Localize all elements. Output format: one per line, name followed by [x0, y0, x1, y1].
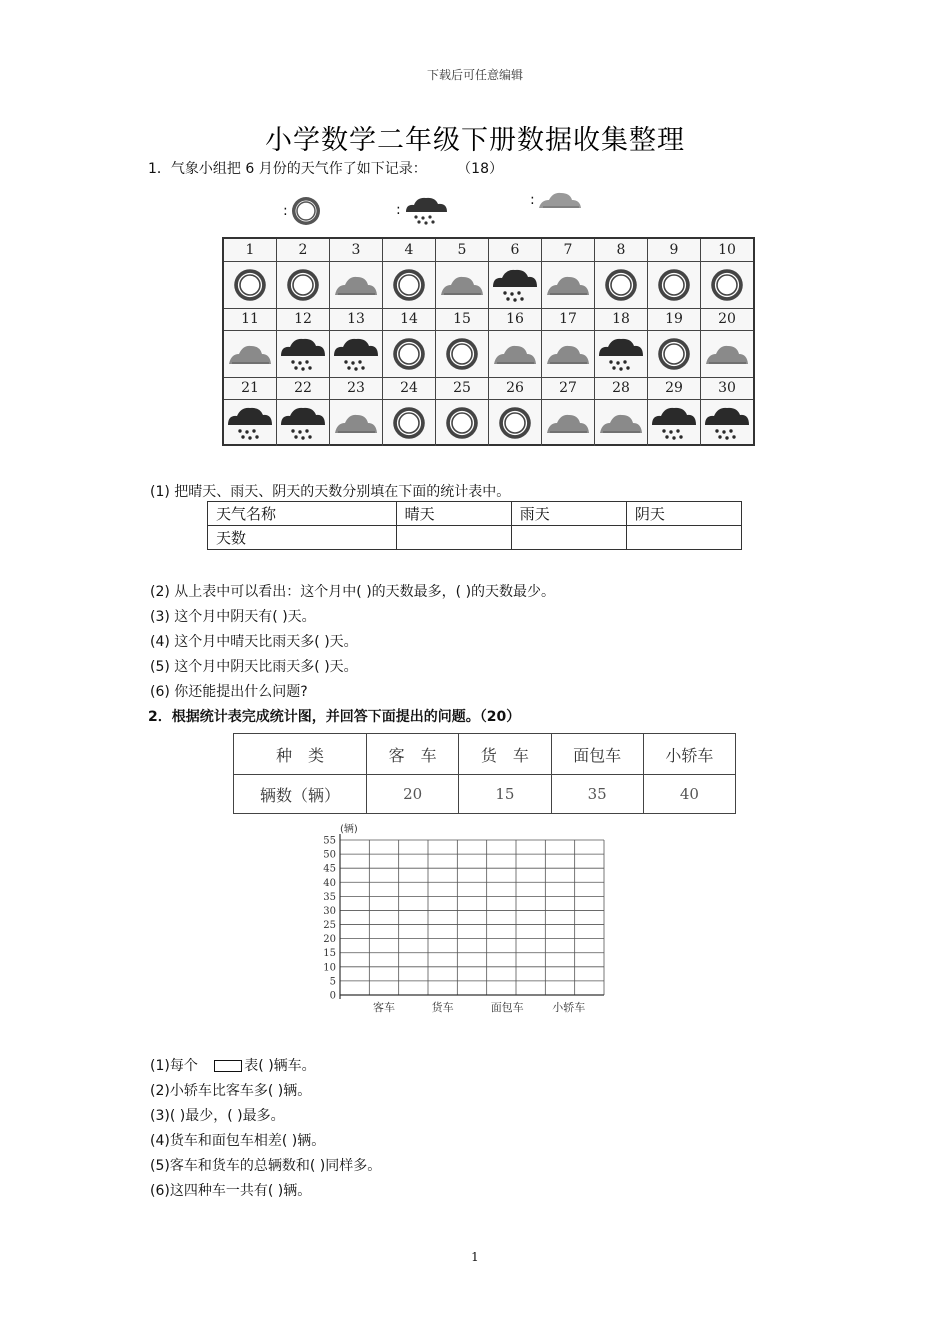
y-tick-label: 40 — [323, 877, 336, 889]
x-tick-label: 小轿车 — [552, 1001, 586, 1014]
rain-cloud-icon — [401, 194, 451, 226]
table-cell: 雨天 — [511, 502, 626, 526]
q1-sub2: (2) 从上表中可以看出：这个月中( )的天数最多，( )的天数最少。 — [150, 584, 556, 600]
day-number: 29 — [648, 377, 701, 399]
legend-cloudy — [530, 188, 583, 212]
sun-icon — [384, 403, 434, 443]
cloud-icon — [543, 403, 593, 443]
table-header-cell: 货 车 — [459, 734, 551, 775]
sun-icon — [278, 265, 328, 305]
weather-cell — [436, 399, 489, 446]
legend-separator: : — [396, 202, 401, 218]
table-cell: 晴天 — [396, 502, 511, 526]
weather-cell — [224, 261, 277, 308]
weather-record-grid — [222, 237, 755, 446]
rain-cloud-icon — [596, 334, 646, 374]
answer-cell[interactable] — [511, 526, 626, 550]
table-header-cell: 面包车 — [551, 734, 643, 775]
y-tick-label: 35 — [323, 891, 336, 903]
day-number: 18 — [595, 308, 648, 330]
question-1-label — [148, 158, 503, 178]
q1-sub1: (1) 把晴天、雨天、阴天的天数分别填在下面的统计表中。 — [150, 484, 511, 500]
weather-count-table — [207, 501, 742, 550]
day-number: 2 — [277, 239, 330, 261]
weather-cell — [542, 261, 595, 308]
table-row — [208, 502, 742, 526]
day-number: 1 — [224, 239, 277, 261]
table-cell: 阴天 — [626, 502, 741, 526]
day-number: 26 — [489, 377, 542, 399]
x-tick-label: 客车 — [373, 1001, 395, 1014]
weather-cell — [648, 261, 701, 308]
y-tick-label: 15 — [323, 948, 336, 960]
table-cell: 20 — [367, 775, 459, 814]
day-number: 4 — [383, 239, 436, 261]
cloud-icon — [543, 334, 593, 374]
weather-cell — [436, 261, 489, 308]
weather-icon-row — [224, 330, 753, 378]
y-tick-label: 10 — [323, 962, 336, 974]
answer-cell[interactable] — [626, 526, 741, 550]
day-number: 25 — [436, 377, 489, 399]
cloud-icon — [543, 265, 593, 305]
sun-icon — [490, 403, 540, 443]
q2-sub2: (2)小轿车比客车多( )辆。 — [150, 1083, 312, 1099]
day-number: 10 — [718, 242, 736, 258]
q2-sub5: (5)客车和货车的总辆数和( )同样多。 — [150, 1158, 382, 1174]
weather-cell — [595, 261, 648, 308]
sun-icon — [437, 334, 487, 374]
y-tick-label: 50 — [323, 849, 336, 861]
table-row — [234, 734, 736, 775]
vehicle-count-table — [233, 733, 736, 814]
y-tick-label: 55 — [323, 835, 336, 847]
weather-cell — [383, 330, 436, 377]
cloud-icon — [331, 403, 381, 443]
day-number: 19 — [648, 308, 701, 330]
rain-cloud-icon — [649, 403, 699, 443]
cloud-icon — [331, 265, 381, 305]
rain-cloud-icon — [225, 403, 275, 443]
weather-cell — [489, 330, 542, 377]
table-header-cell: 客 车 — [367, 734, 459, 775]
x-tick-label: 面包车 — [490, 1001, 524, 1014]
legend-separator: : — [283, 203, 288, 219]
weather-cell — [277, 330, 330, 377]
weather-icon-row — [224, 399, 753, 446]
day-number: 9 — [648, 239, 701, 261]
day-number: 20 — [718, 311, 736, 327]
day-number: 13 — [330, 308, 383, 330]
question-1-text: 1．气象小组把 6 月份的天气作了如下记录： — [148, 161, 427, 177]
rain-cloud-icon — [490, 265, 540, 305]
page-number: 1 — [471, 1250, 479, 1264]
y-axis-label: (辆) — [340, 824, 358, 835]
day-number: 16 — [489, 308, 542, 330]
table-cell: 天气名称 — [208, 502, 397, 526]
y-tick-label: 30 — [323, 905, 336, 917]
weather-icon-row — [224, 261, 753, 309]
sun-icon — [649, 265, 699, 305]
weather-cell — [224, 330, 277, 377]
sun-icon — [384, 265, 434, 305]
weather-cell — [489, 261, 542, 308]
day-number: 24 — [383, 377, 436, 399]
table-row — [234, 775, 736, 814]
weather-cell — [383, 261, 436, 308]
table-header-cell: 小轿车 — [643, 734, 735, 775]
day-number-row — [224, 239, 753, 262]
question-2-label: 2．根据统计表完成统计图，并回答下面提出的问题。（20） — [148, 709, 521, 725]
weather-cell — [383, 399, 436, 446]
cloud-icon — [702, 334, 752, 374]
q1-sub6: (6) 你还能提出什么问题? — [150, 684, 308, 700]
q2-sub4: (4)货车和面包车相差( )辆。 — [150, 1133, 326, 1149]
day-number: 22 — [277, 377, 330, 399]
table-cell: 辆数（辆） — [234, 775, 367, 814]
table-cell: 40 — [643, 775, 735, 814]
cloud-icon — [225, 334, 275, 374]
sun-icon — [288, 194, 324, 228]
sun-icon — [437, 403, 487, 443]
weather-cell — [648, 399, 701, 446]
weather-cell — [489, 399, 542, 446]
y-tick-label: 0 — [329, 990, 336, 1002]
table-cell: 15 — [459, 775, 551, 814]
question-1-points: （18） — [457, 161, 503, 177]
weather-cell — [330, 399, 383, 446]
cloud-icon — [596, 403, 646, 443]
sun-icon — [225, 265, 275, 305]
rain-cloud-icon — [278, 334, 328, 374]
q1-sub4: (4) 这个月中晴天比雨天多( )天。 — [150, 634, 358, 650]
y-tick-label: 5 — [329, 976, 336, 988]
day-number: 11 — [224, 308, 277, 330]
day-number-row — [224, 308, 753, 331]
q2-sub1-suffix: 表( )辆车。 — [244, 1058, 316, 1074]
table-cell: 35 — [551, 775, 643, 814]
cloud-icon — [437, 265, 487, 305]
rain-cloud-icon — [702, 403, 752, 443]
header-note: 下载后可任意编辑 — [426, 68, 523, 82]
sun-icon — [596, 265, 646, 305]
weather-cell — [595, 399, 648, 446]
rain-cloud-icon — [331, 334, 381, 374]
day-number: 3 — [330, 239, 383, 261]
weather-cell — [701, 330, 753, 377]
grid-square-icon — [214, 1060, 242, 1072]
q2-sub6: (6)这四种车一共有( )辆。 — [150, 1183, 312, 1199]
table-row — [208, 526, 742, 550]
cloud-icon — [535, 188, 583, 212]
weather-cell — [330, 330, 383, 377]
weather-cell — [277, 399, 330, 446]
y-tick-label: 45 — [323, 863, 336, 875]
y-tick-label: 25 — [323, 920, 336, 932]
day-number: 14 — [383, 308, 436, 330]
weather-cell — [648, 330, 701, 377]
day-number: 6 — [489, 239, 542, 261]
day-number: 28 — [595, 377, 648, 399]
day-number: 15 — [436, 308, 489, 330]
weather-cell — [277, 261, 330, 308]
q2-sub1 — [150, 1055, 316, 1075]
legend-rainy — [396, 194, 451, 226]
cloud-icon — [490, 334, 540, 374]
day-number: 17 — [542, 308, 595, 330]
day-number: 21 — [224, 377, 277, 399]
day-number: 23 — [330, 377, 383, 399]
weather-cell — [542, 399, 595, 446]
table-header-cell: 种 类 — [234, 734, 367, 775]
day-number: 12 — [277, 308, 330, 330]
weather-cell — [330, 261, 383, 308]
weather-cell — [224, 399, 277, 446]
q2-sub1-prefix: (1)每个 — [150, 1058, 198, 1074]
weather-cell — [436, 330, 489, 377]
legend-separator: : — [530, 192, 535, 208]
y-tick-label: 20 — [323, 934, 336, 946]
x-tick-label: 货车 — [431, 1001, 454, 1014]
day-number: 30 — [718, 380, 736, 396]
table-cell: 天数 — [208, 526, 397, 550]
day-number-row — [224, 377, 753, 400]
day-number: 27 — [542, 377, 595, 399]
vehicle-bar-chart — [310, 820, 610, 1020]
q2-sub3: (3)( )最少，( )最多。 — [150, 1108, 285, 1124]
sun-icon — [702, 265, 752, 305]
answer-cell[interactable] — [396, 526, 511, 550]
sun-icon — [384, 334, 434, 374]
weather-cell — [701, 399, 753, 446]
rain-cloud-icon — [278, 403, 328, 443]
q1-sub3: (3) 这个月中阴天有( )天。 — [150, 609, 316, 625]
weather-cell — [542, 330, 595, 377]
weather-cell — [595, 330, 648, 377]
q1-sub5: (5) 这个月中阴天比雨天多( )天。 — [150, 659, 358, 675]
day-number: 5 — [436, 239, 489, 261]
weather-cell — [701, 261, 753, 308]
legend-sunny — [283, 194, 324, 228]
day-number: 8 — [595, 239, 648, 261]
day-number: 7 — [542, 239, 595, 261]
page-title: 小学数学二年级下册数据收集整理 — [265, 125, 685, 156]
sun-icon — [649, 334, 699, 374]
